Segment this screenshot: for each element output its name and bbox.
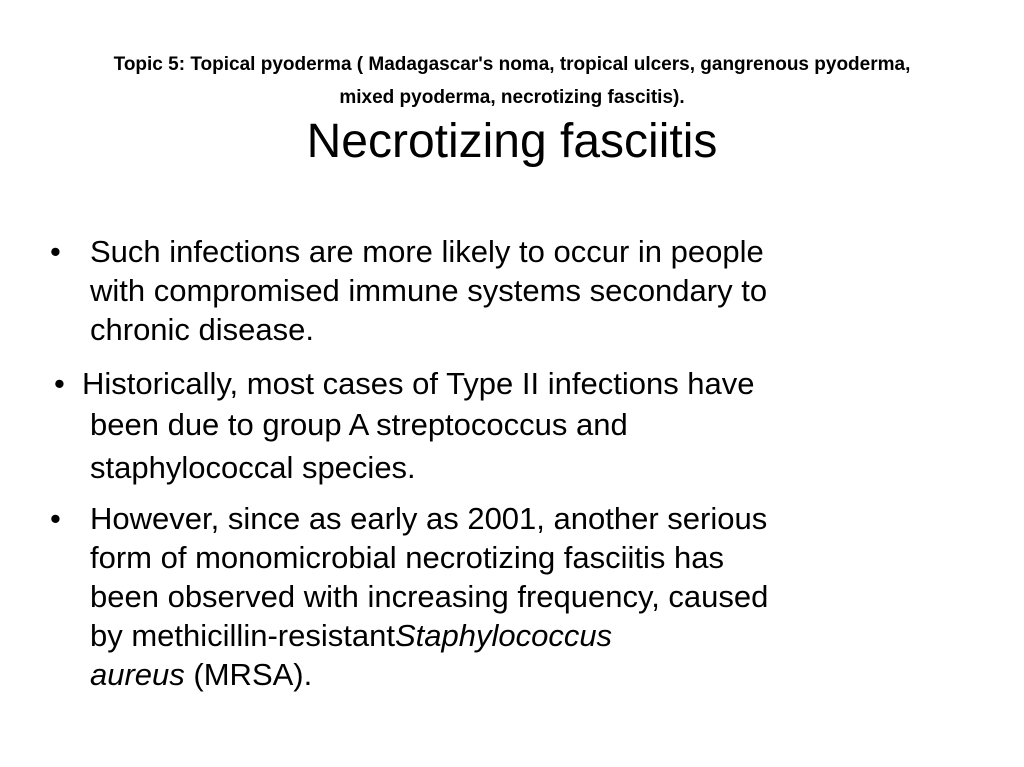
bullet-line: with compromised immune systems secondary to — [90, 273, 768, 308]
bullet-line: been due to group A streptococcus and — [90, 407, 628, 442]
topic-line-1: Topic 5: Topical pyoderma ( Madagascar's noma, tropical ulcers, gangrenous pyoderma, — [113, 54, 911, 75]
bullet-line — [90, 616, 990, 655]
bullet-line: been observed with increasing frequency, caused — [90, 579, 769, 614]
bullet-dot-icon: • — [50, 501, 61, 536]
bullet-dot-icon: • — [54, 366, 65, 401]
bullet-line: form of monomicrobial necrotizing fasciitis has — [90, 540, 725, 575]
bullet-line: staphylococcal species. — [90, 450, 416, 485]
bullet-line: However, since as early as 2001, another serious — [90, 501, 768, 536]
topic-line-2: mixed pyoderma, necrotizing fascitis). — [339, 87, 685, 108]
bullet-line: chronic disease. — [90, 312, 315, 347]
bullet-line: Historically, most cases of Type II infections have — [82, 366, 755, 401]
bullet-item — [50, 232, 990, 349]
bullet-item — [54, 364, 990, 489]
bullet-text-italic: aureus — [90, 657, 185, 692]
bullet-text-plain: by methicillin-resistant — [90, 618, 395, 653]
bullet-line: Such infections are more likely to occur in people — [90, 234, 764, 269]
slide-title: Necrotizing fasciitis — [306, 115, 718, 168]
bullet-line — [90, 655, 990, 694]
bullet-text-italic: Staphylococcus — [394, 618, 613, 653]
bullet-item — [50, 499, 990, 694]
bullet-dot-icon: • — [50, 234, 61, 269]
bullet-text-plain: (MRSA). — [184, 657, 313, 692]
